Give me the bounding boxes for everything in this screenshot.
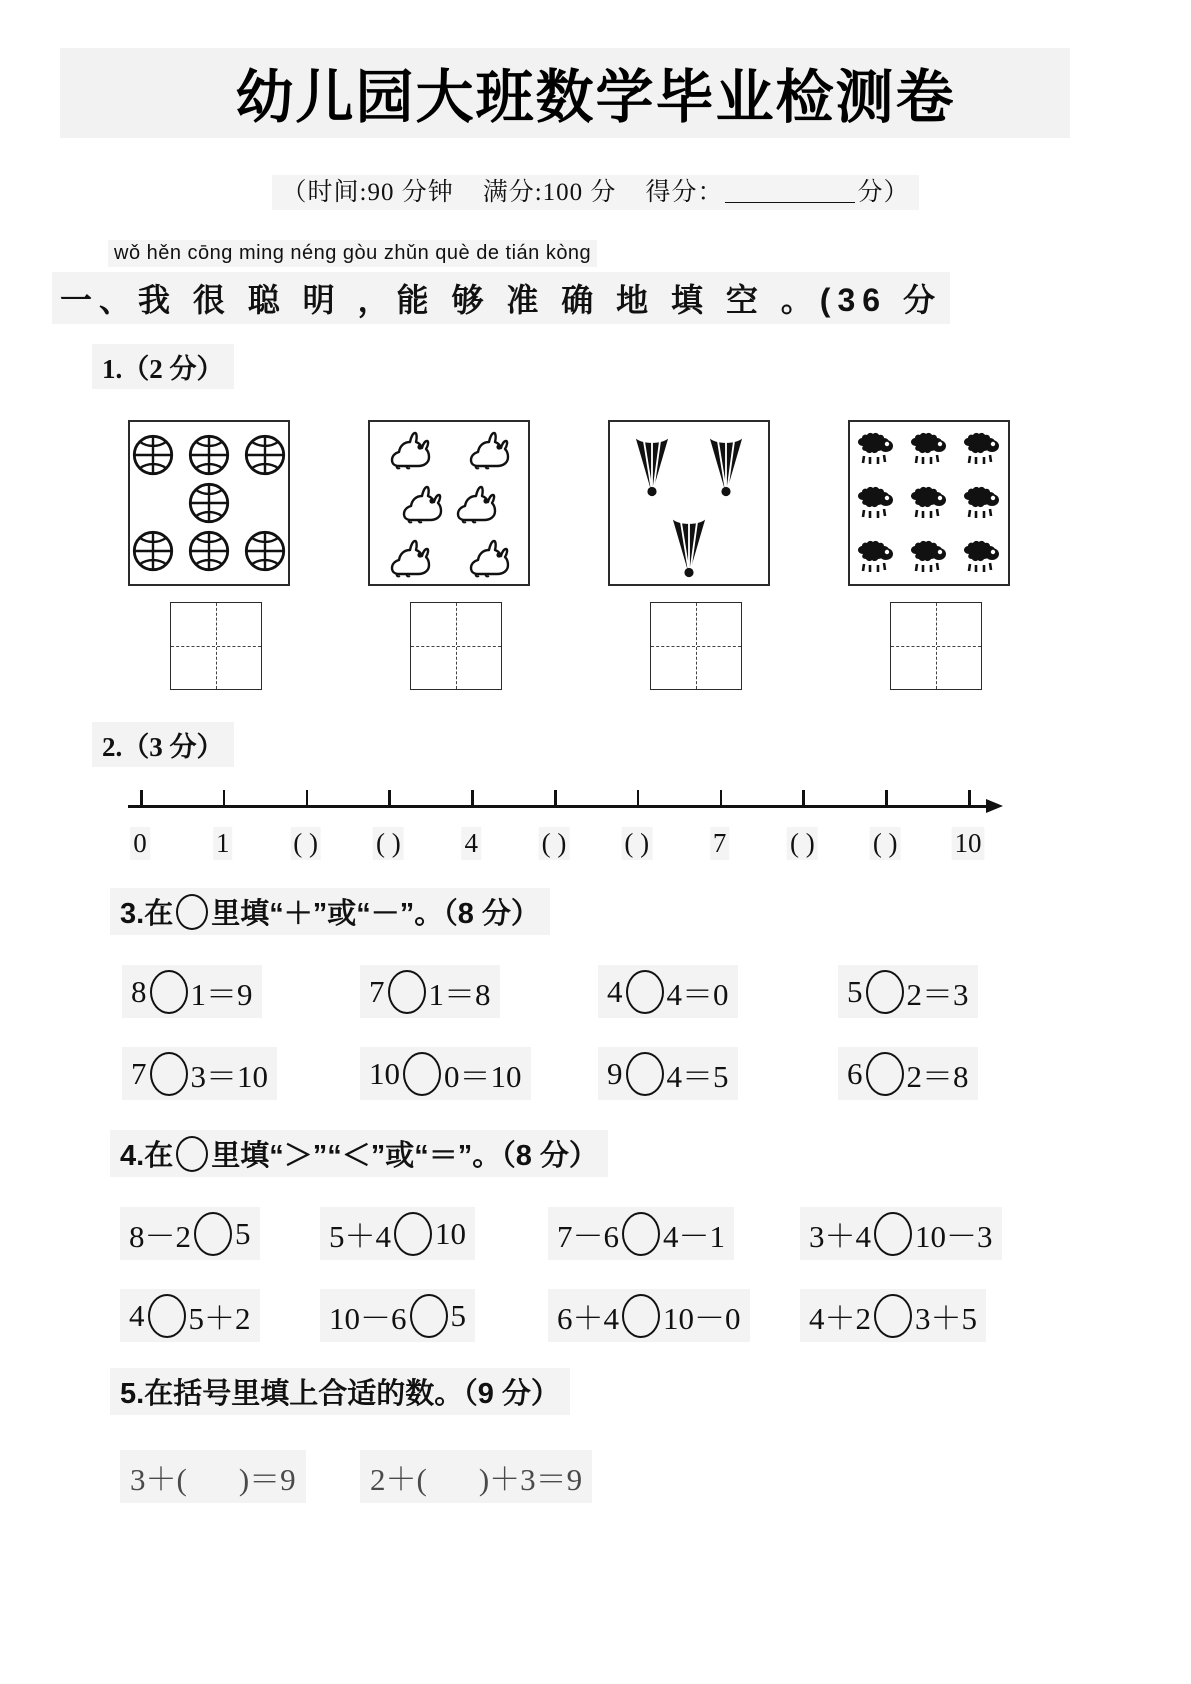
basketball-icon <box>187 529 231 573</box>
operand-right: 2＝3 <box>906 977 969 1012</box>
sheep-icon <box>909 540 949 574</box>
sheep-icon <box>962 540 1002 574</box>
basketball-icon <box>131 433 175 477</box>
q1-points: （2 分） <box>122 354 224 384</box>
q3-expression[interactable] <box>598 965 738 1018</box>
basketball-icon <box>187 433 231 477</box>
operand-left: 4 <box>129 1297 145 1333</box>
operand-right: 3＋5 <box>915 1301 977 1336</box>
basketball-icon <box>131 529 175 573</box>
q3-expression[interactable] <box>360 965 500 1018</box>
q5-header <box>110 1368 570 1415</box>
operand-right: 5 <box>450 1297 466 1333</box>
number-line-tick <box>885 790 888 806</box>
answer-box[interactable] <box>410 602 502 690</box>
operand-left: 4 <box>607 973 623 1009</box>
circle-blank-icon[interactable] <box>866 1052 904 1096</box>
q4-expression[interactable] <box>548 1207 734 1260</box>
sheep-icon <box>856 432 896 466</box>
circle-blank-icon <box>176 1136 208 1172</box>
picture-box-basketballs <box>128 420 290 586</box>
number-line-axis <box>128 805 986 808</box>
operand-left: 3＋4 <box>809 1219 871 1254</box>
circle-blank-icon[interactable] <box>150 1052 188 1096</box>
circle-blank-icon[interactable] <box>626 970 664 1014</box>
circle-blank-icon[interactable] <box>410 1294 448 1338</box>
operand-left: 7 <box>369 973 385 1009</box>
q3-expression[interactable] <box>598 1047 738 1100</box>
number-line-tick <box>554 790 557 806</box>
picture-box-sheep <box>848 420 1010 586</box>
operand-right: 3＝10 <box>190 1059 268 1094</box>
operand-right: 5 <box>235 1215 251 1251</box>
shuttlecock-icon <box>666 515 712 573</box>
score-label: 得分： <box>645 179 724 206</box>
operand-right: 4＝5 <box>666 1059 729 1094</box>
number-line-value: 7 <box>710 827 730 860</box>
operand-right: 10 <box>435 1215 466 1251</box>
operand-right: 2＝8 <box>906 1059 969 1094</box>
q4-expression[interactable] <box>320 1207 475 1260</box>
page-title: 幼儿园大班数学毕业检测卷 <box>235 65 956 130</box>
number-line-tick <box>968 790 971 806</box>
score-unit: 分） <box>857 179 910 206</box>
circle-blank-icon[interactable] <box>194 1212 232 1256</box>
sheep-icon <box>962 432 1002 466</box>
number-line-blank[interactable]: ( ) <box>621 827 652 860</box>
picture-row <box>850 538 1008 576</box>
exam-info-line <box>0 172 1191 208</box>
shuttlecock-icon <box>629 434 675 492</box>
picture-row <box>125 431 293 479</box>
q3-heading-prefix: 在 <box>144 898 174 930</box>
number-line-value: 4 <box>461 827 481 860</box>
q3-number: 3. <box>120 898 145 930</box>
operand-left: 7 <box>131 1055 147 1091</box>
picture-row <box>610 515 768 573</box>
picture-row <box>125 527 293 575</box>
q4-expression[interactable] <box>800 1207 1002 1260</box>
circle-blank-icon[interactable] <box>874 1294 912 1338</box>
q4-number: 4. <box>120 1140 145 1172</box>
q3-header <box>110 888 550 935</box>
number-line-blank[interactable]: ( ) <box>870 827 901 860</box>
basketball-icon <box>187 481 231 525</box>
rabbit-icon <box>453 482 499 524</box>
rabbit-icon <box>387 536 433 578</box>
picture-row <box>370 481 528 525</box>
number-line-blank[interactable]: ( ) <box>787 827 818 860</box>
number-line-tick <box>720 790 723 806</box>
q2-points: （3 分） <box>122 732 224 762</box>
number-line <box>128 805 998 875</box>
operand-left: 4＋2 <box>809 1301 871 1336</box>
picture-row <box>850 430 1008 468</box>
q1-number: 1. <box>102 354 123 384</box>
operand-right: 1＝8 <box>428 977 491 1012</box>
operand-right: )＝9 <box>238 1462 296 1497</box>
picture-box-shuttlecocks <box>608 420 770 586</box>
q4-expression[interactable] <box>320 1289 475 1342</box>
total-score-label: 满分:100 分 <box>482 179 617 206</box>
operand-left: 5＋4 <box>329 1219 391 1254</box>
sheep-icon <box>856 540 896 574</box>
operand-right: 10－0 <box>663 1301 741 1336</box>
q4-expression[interactable] <box>800 1289 986 1342</box>
number-line-tick <box>306 790 309 806</box>
operand-right: 4－1 <box>663 1219 725 1254</box>
picture-row <box>850 484 1008 522</box>
number-line-value: 1 <box>213 827 233 860</box>
operand-left: 7－6 <box>557 1219 619 1254</box>
answer-box[interactable] <box>170 602 262 690</box>
number-line-tick <box>223 790 226 806</box>
section-pinyin: wǒ hěn cōng ming néng gòu zhǔn què de tián kòng <box>108 240 597 267</box>
number-line-value: 10 <box>952 827 985 860</box>
q3-expression[interactable] <box>122 965 262 1018</box>
operand-left: 3＋( <box>130 1462 187 1497</box>
operand-left: 6＋4 <box>557 1301 619 1336</box>
q3-expression[interactable] <box>122 1047 277 1100</box>
answer-box[interactable] <box>650 602 742 690</box>
q1-header <box>92 344 234 389</box>
number-line-tick <box>802 790 805 806</box>
rabbit-icon <box>466 428 512 470</box>
basketball-icon <box>243 433 287 477</box>
basketball-icon <box>243 529 287 573</box>
number-line-blank[interactable]: ( ) <box>290 827 321 860</box>
q4-expression[interactable] <box>548 1289 750 1342</box>
sheep-icon <box>909 486 949 520</box>
operand-left: 8 <box>131 973 147 1009</box>
picture-box-rabbits <box>368 420 530 586</box>
operand-left: 10 <box>369 1055 400 1091</box>
answer-box[interactable] <box>890 602 982 690</box>
q3-expression[interactable] <box>838 965 978 1018</box>
number-line-tick <box>388 790 391 806</box>
number-line-tick <box>471 790 474 806</box>
q4-heading-prefix: 在 <box>144 1140 174 1172</box>
q5-expression[interactable] <box>120 1450 306 1503</box>
q2-header <box>92 722 234 767</box>
operand-left: 6 <box>847 1055 863 1091</box>
circle-blank-icon <box>176 894 208 930</box>
operand-right: 5＋2 <box>188 1301 251 1336</box>
sheep-icon <box>962 486 1002 520</box>
circle-blank-icon[interactable] <box>394 1212 432 1256</box>
q3-heading-suffix: 里填“＋”或“－”。（8 分） <box>211 898 540 930</box>
circle-blank-icon[interactable] <box>866 970 904 1014</box>
number-line-blank[interactable]: ( ) <box>373 827 404 860</box>
q4-expression[interactable] <box>120 1289 260 1342</box>
circle-blank-icon[interactable] <box>388 970 426 1014</box>
picture-row <box>181 479 237 527</box>
sheep-icon <box>909 432 949 466</box>
shuttlecock-icon <box>703 434 749 492</box>
q3-expression[interactable] <box>838 1047 978 1100</box>
circle-blank-icon[interactable] <box>622 1212 660 1256</box>
q5-expression[interactable] <box>360 1450 592 1503</box>
section-heading: 一、我 很 聪 明 ，能 够 准 确 地 填 空 。(36 分 <box>52 272 950 324</box>
picture-row <box>370 427 528 471</box>
operand-right: )＋3＝9 <box>478 1462 583 1497</box>
q4-expression[interactable] <box>120 1207 260 1260</box>
operand-right: 10－3 <box>915 1219 993 1254</box>
number-line-blank[interactable]: ( ) <box>539 827 570 860</box>
q5-number: 5. <box>120 1378 145 1410</box>
q5-heading: 在括号里填上合适的数。（9 分） <box>144 1378 560 1410</box>
operand-left: 2＋( <box>370 1462 427 1497</box>
number-line-value: 0 <box>130 827 150 860</box>
number-line-tick <box>637 790 640 806</box>
circle-blank-icon[interactable] <box>150 970 188 1014</box>
circle-blank-icon[interactable] <box>148 1294 186 1338</box>
operand-right: 4＝0 <box>666 977 729 1012</box>
circle-blank-icon[interactable] <box>626 1052 664 1096</box>
circle-blank-icon[interactable] <box>403 1052 441 1096</box>
operand-left: 10－6 <box>329 1301 407 1336</box>
operand-left: 5 <box>847 973 863 1009</box>
rabbit-icon <box>387 428 433 470</box>
picture-row <box>610 434 768 492</box>
number-line-arrow <box>986 799 1003 813</box>
q2-number: 2. <box>102 732 123 762</box>
circle-blank-icon[interactable] <box>874 1212 912 1256</box>
score-blank[interactable] <box>725 202 855 203</box>
operand-right: 1＝9 <box>190 977 253 1012</box>
operand-left: 9 <box>607 1055 623 1091</box>
number-line-tick <box>140 790 143 806</box>
rabbit-icon <box>399 482 445 524</box>
operand-right: 0＝10 <box>444 1059 522 1094</box>
q4-header <box>110 1130 608 1177</box>
operand-left: 8－2 <box>129 1219 191 1254</box>
sheep-icon <box>856 486 896 520</box>
circle-blank-icon[interactable] <box>622 1294 660 1338</box>
time-label: （时间:90 分钟 <box>281 179 454 206</box>
q4-heading-suffix: 里填“＞”“＜”或“＝”。（8 分） <box>211 1140 598 1172</box>
q3-expression[interactable] <box>360 1047 531 1100</box>
rabbit-icon <box>466 536 512 578</box>
picture-row <box>370 535 528 579</box>
